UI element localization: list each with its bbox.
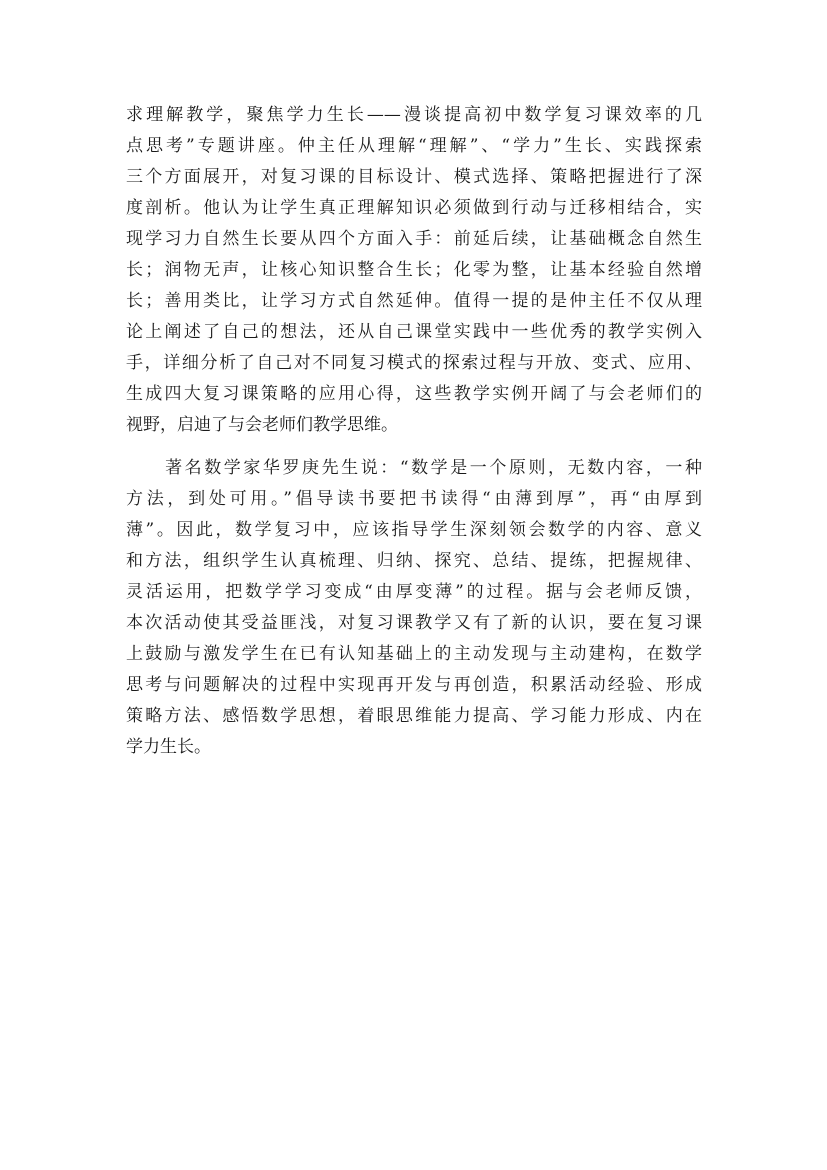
text-line: 点思考”专题讲座。仲主任从理解“理解”、“学力”生长、实践探索	[126, 136, 702, 156]
text-line: 薄”。因此，数学复习中，应该指导学生深刻领会数学的内容、意义	[126, 520, 702, 540]
text-line: 度剖析。他认为让学生真正理解知识必须做到行动与迁移相结合，实	[126, 198, 702, 218]
text-line: 长；润物无声，让核心知识整合生长；化零为整，让基本经验自然增	[126, 260, 702, 280]
text-line: 手，详细分析了自己对不同复习模式的探索过程与开放、变式、应用、	[126, 353, 702, 373]
text-line: 三个方面展开，对复习课的目标设计、模式选择、策略把握进行了深	[126, 167, 702, 187]
text-line: 上鼓励与激发学生在已有认知基础上的主动发现与主动建构，在数学	[126, 644, 702, 664]
text-line: 视野，启迪了与会老师们教学思维。	[126, 415, 398, 435]
text-line: 和方法，组织学生认真梳理、归纳、探究、总结、提练，把握规律、	[126, 551, 702, 571]
paragraph-2	[126, 453, 702, 763]
text-line: 现学习力自然生长要从四个方面入手：前延后续，让基础概念自然生	[126, 229, 702, 249]
text-line: 长；善用类比，让学习方式自然延伸。值得一提的是仲主任不仅从理	[126, 291, 702, 311]
text-line: 著名数学家华罗庚先生说：“数学是一个原则，无数内容，一种	[126, 458, 702, 478]
text-line: 方法，到处可用。”倡导读书要把书读得“由薄到厚”，再“由厚到	[126, 489, 702, 509]
paragraph-1	[126, 100, 702, 441]
text-line: 思考与问题解决的过程中实现再开发与再创造，积累活动经验、形成	[126, 675, 702, 695]
text-line: 学力生长。	[126, 737, 211, 757]
text-line: 求理解教学，聚焦学力生长——漫谈提高初中数学复习课效率的几	[126, 105, 702, 125]
text-line: 本次活动使其受益匪浅，对复习课教学又有了新的认识，要在复习课	[126, 613, 702, 633]
text-line: 生成四大复习课策略的应用心得，这些教学实例开阔了与会老师们的	[126, 384, 702, 404]
text-line: 论上阐述了自己的想法，还从自己课堂实践中一些优秀的教学实例入	[126, 322, 702, 342]
text-line: 灵活运用，把数学学习变成“由厚变薄”的过程。据与会老师反馈，	[126, 582, 702, 602]
text-line: 策略方法、感悟数学思想，着眼思维能力提高、学习能力形成、内在	[126, 706, 702, 726]
document-body	[126, 100, 702, 763]
